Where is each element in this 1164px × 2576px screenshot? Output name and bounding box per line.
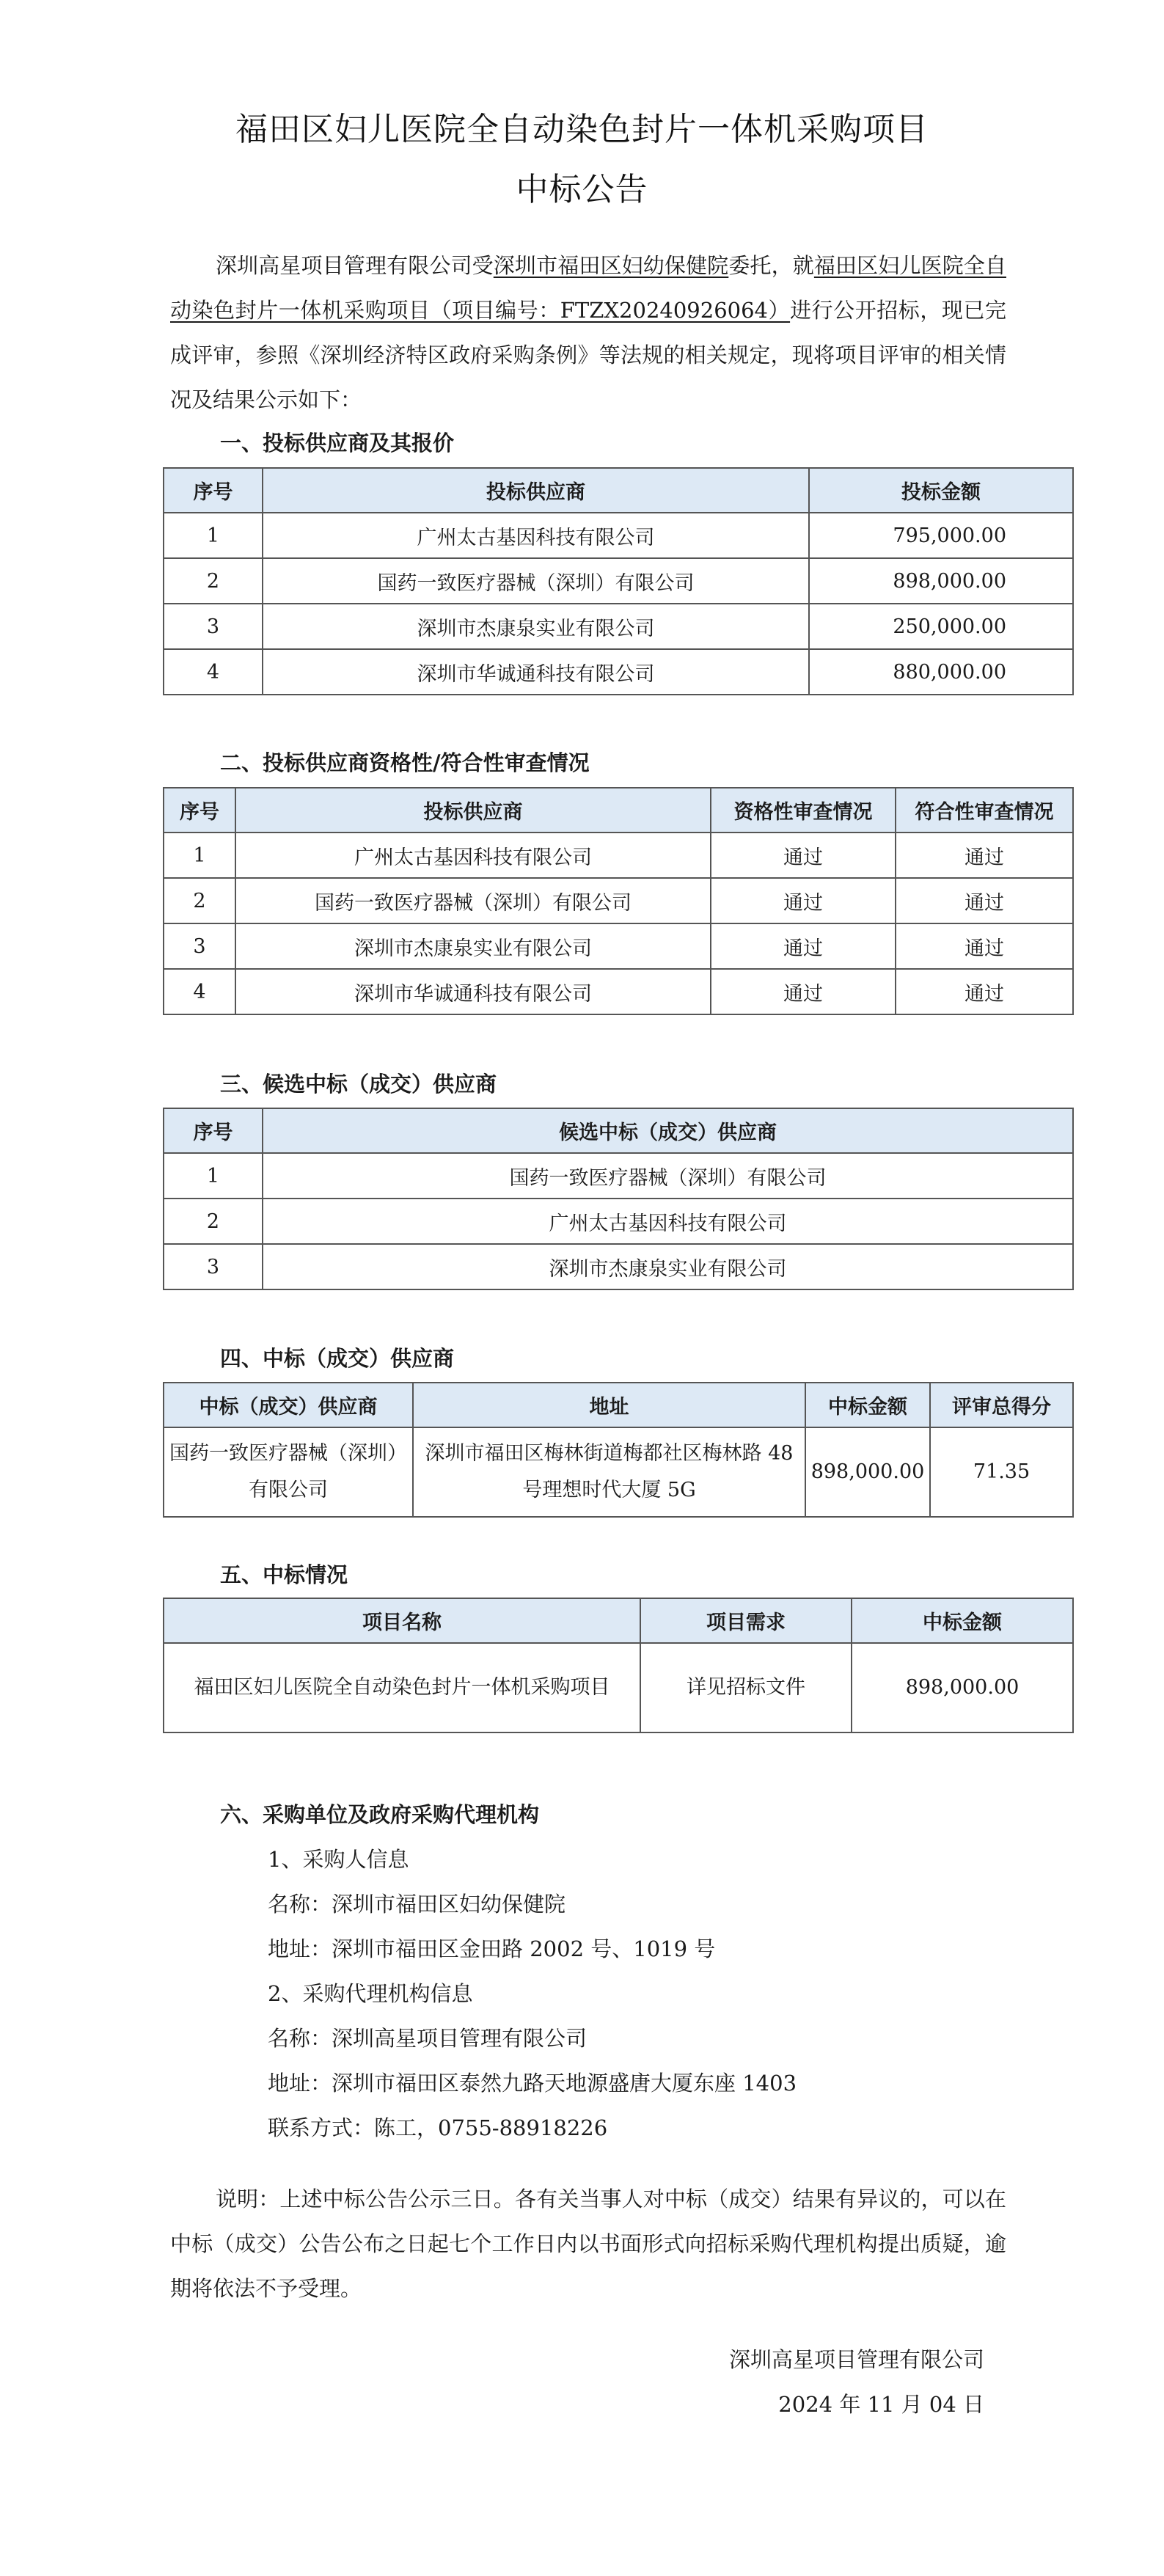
col-header: 候选中标（成交）供应商 xyxy=(263,1108,1073,1153)
qualification-review-table xyxy=(163,787,1074,1015)
bid-amount: 795,000.00 xyxy=(809,513,1073,558)
row-number: 3 xyxy=(164,1244,263,1289)
qualification-result: 通过 xyxy=(711,969,896,1014)
col-header: 中标金额 xyxy=(805,1383,930,1427)
col-header: 符合性审查情况 xyxy=(896,788,1073,833)
bid-price-table xyxy=(163,467,1074,695)
supplier-name: 广州太古基因科技有限公司 xyxy=(263,513,809,558)
purchaser-name: 深圳市福田区妇幼保健院 xyxy=(493,253,729,278)
agency-contact-line: 联系方式：陈工，0755-88918226 xyxy=(268,2115,608,2140)
section2-heading: 二、投标供应商资格性/符合性审查情况 xyxy=(220,750,590,775)
section6-heading: 六、采购单位及政府采购代理机构 xyxy=(220,1802,540,1827)
row-number: 2 xyxy=(164,878,235,923)
col-header: 地址 xyxy=(413,1383,805,1427)
intro-paragraph xyxy=(170,244,1006,422)
table-header-row xyxy=(164,1383,1073,1427)
supplier-name: 深圳市华诚通科技有限公司 xyxy=(263,649,809,695)
bid-amount: 250,000.00 xyxy=(809,604,1073,649)
col-header: 资格性审查情况 xyxy=(711,788,896,833)
table-header-row xyxy=(164,788,1073,833)
project-name-cell: 福田区妇儿医院全自动染色封片一体机采购项目 xyxy=(164,1643,640,1732)
purchaser-info-heading: 1、采购人信息 xyxy=(268,1847,409,1872)
section5-heading: 五、中标情况 xyxy=(220,1562,348,1587)
candidate-name: 深圳市杰康泉实业有限公司 xyxy=(263,1244,1073,1289)
row-number: 1 xyxy=(164,833,235,878)
candidate-supplier-table xyxy=(163,1108,1074,1290)
col-header: 投标供应商 xyxy=(235,788,711,833)
col-header: 中标金额 xyxy=(852,1598,1073,1643)
document-title: 福田区妇儿医院全自动染色封片一体机采购项目 xyxy=(235,111,929,148)
supplier-name: 深圳市杰康泉实业有限公司 xyxy=(235,923,711,969)
row-number: 3 xyxy=(164,923,235,969)
candidate-name: 广州太古基因科技有限公司 xyxy=(263,1199,1073,1244)
purchaser-address-line: 地址：深圳市福田区金田路 2002 号、1019 号 xyxy=(268,1936,716,1961)
table-row xyxy=(164,969,1073,1014)
table-header-row xyxy=(164,1108,1073,1153)
supplier-name: 深圳市华诚通科技有限公司 xyxy=(235,969,711,1014)
document-subtitle: 中标公告 xyxy=(516,171,648,208)
table-row xyxy=(164,833,1073,878)
col-header: 投标供应商 xyxy=(263,468,809,513)
bid-amount: 880,000.00 xyxy=(809,649,1073,695)
agency-address-line: 地址：深圳市福田区泰然九路天地源盛唐大厦东座 1403 xyxy=(268,2071,797,2096)
col-header: 序号 xyxy=(164,468,263,513)
signature-date: 2024 年 11 月 04 日 xyxy=(778,2392,984,2417)
agency-info-heading: 2、采购代理机构信息 xyxy=(268,1981,473,2006)
table-row xyxy=(164,1199,1073,1244)
supplier-address: 深圳市福田区梅林街道梅都社区梅林路 48 号理想时代大厦 5G xyxy=(413,1427,805,1517)
agency-name-line: 名称：深圳高星项目管理有限公司 xyxy=(268,2026,588,2051)
table-header-row xyxy=(164,468,1073,513)
row-number: 2 xyxy=(164,1199,263,1244)
table-row xyxy=(164,558,1073,604)
table-row xyxy=(164,1427,1073,1517)
project-name: 福田区妇儿医院全自动染色封片一体机采购项目（项目编号：FTZX20240926064） xyxy=(170,253,1006,323)
table-row xyxy=(164,1244,1073,1289)
compliance-result: 通过 xyxy=(896,878,1073,923)
award-table xyxy=(163,1598,1074,1733)
col-header: 序号 xyxy=(164,1108,263,1153)
table-row xyxy=(164,513,1073,558)
supplier-name: 深圳市杰康泉实业有限公司 xyxy=(263,604,809,649)
award-amount: 898,000.00 xyxy=(852,1643,1073,1732)
row-number: 4 xyxy=(164,649,263,695)
project-requirement: 详见招标文件 xyxy=(640,1643,852,1732)
col-header: 项目需求 xyxy=(640,1598,852,1643)
compliance-result: 通过 xyxy=(896,969,1073,1014)
intro-text: 进行公开招标，现已完成评审，参照《深圳经济特区政府采购条例》等法规的相关规定，现将项目评审的相关情况及结果公示如下： xyxy=(170,298,1006,412)
qualification-result: 通过 xyxy=(711,923,896,969)
qualification-result: 通过 xyxy=(711,833,896,878)
row-number: 4 xyxy=(164,969,235,1014)
intro-text: 委托，就 xyxy=(728,253,814,278)
note-paragraph: 说明：上述中标公告公示三日。各有关当事人对中标（成交）结果有异议的，可以在中标（成交）公告公布之日起七个工作日内以书面形式向招标采购代理机构提出质疑，逾期将依法不予受理。 xyxy=(170,2187,1006,2301)
bid-amount: 898,000.00 xyxy=(809,558,1073,604)
table-row xyxy=(164,923,1073,969)
section3-heading: 三、候选中标（成交）供应商 xyxy=(220,1072,497,1097)
supplier-name: 国药一致医疗器械（深圳）有限公司 xyxy=(235,878,711,923)
table-row xyxy=(164,649,1073,695)
table-header-row xyxy=(164,1598,1073,1643)
table-row xyxy=(164,1153,1073,1199)
qualification-result: 通过 xyxy=(711,878,896,923)
signature-company: 深圳高星项目管理有限公司 xyxy=(728,2347,984,2372)
table-row xyxy=(164,878,1073,923)
row-number: 2 xyxy=(164,558,263,604)
table-row xyxy=(164,1643,1073,1732)
row-number: 3 xyxy=(164,604,263,649)
purchaser-name-line: 名称：深圳市福田区妇幼保健院 xyxy=(268,1892,566,1917)
supplier-name: 广州太古基因科技有限公司 xyxy=(235,833,711,878)
total-score: 71.35 xyxy=(930,1427,1073,1517)
intro-text: 深圳高星项目管理有限公司受 xyxy=(216,253,494,278)
col-header: 序号 xyxy=(164,788,235,833)
row-number: 1 xyxy=(164,1153,263,1199)
section1-heading: 一、投标供应商及其报价 xyxy=(220,431,455,455)
winning-supplier-table xyxy=(163,1382,1074,1518)
candidate-name: 国药一致医疗器械（深圳）有限公司 xyxy=(263,1153,1073,1199)
compliance-result: 通过 xyxy=(896,923,1073,969)
col-header: 投标金额 xyxy=(809,468,1073,513)
compliance-result: 通过 xyxy=(896,833,1073,878)
row-number: 1 xyxy=(164,513,263,558)
col-header: 中标（成交）供应商 xyxy=(164,1383,413,1427)
col-header: 项目名称 xyxy=(164,1598,640,1643)
table-row xyxy=(164,604,1073,649)
winning-supplier-name: 国药一致医疗器械（深圳）有限公司 xyxy=(164,1427,413,1517)
supplier-name: 国药一致医疗器械（深圳）有限公司 xyxy=(263,558,809,604)
winning-amount: 898,000.00 xyxy=(805,1427,930,1517)
section4-heading: 四、中标（成交）供应商 xyxy=(220,1346,455,1371)
col-header: 评审总得分 xyxy=(930,1383,1073,1427)
